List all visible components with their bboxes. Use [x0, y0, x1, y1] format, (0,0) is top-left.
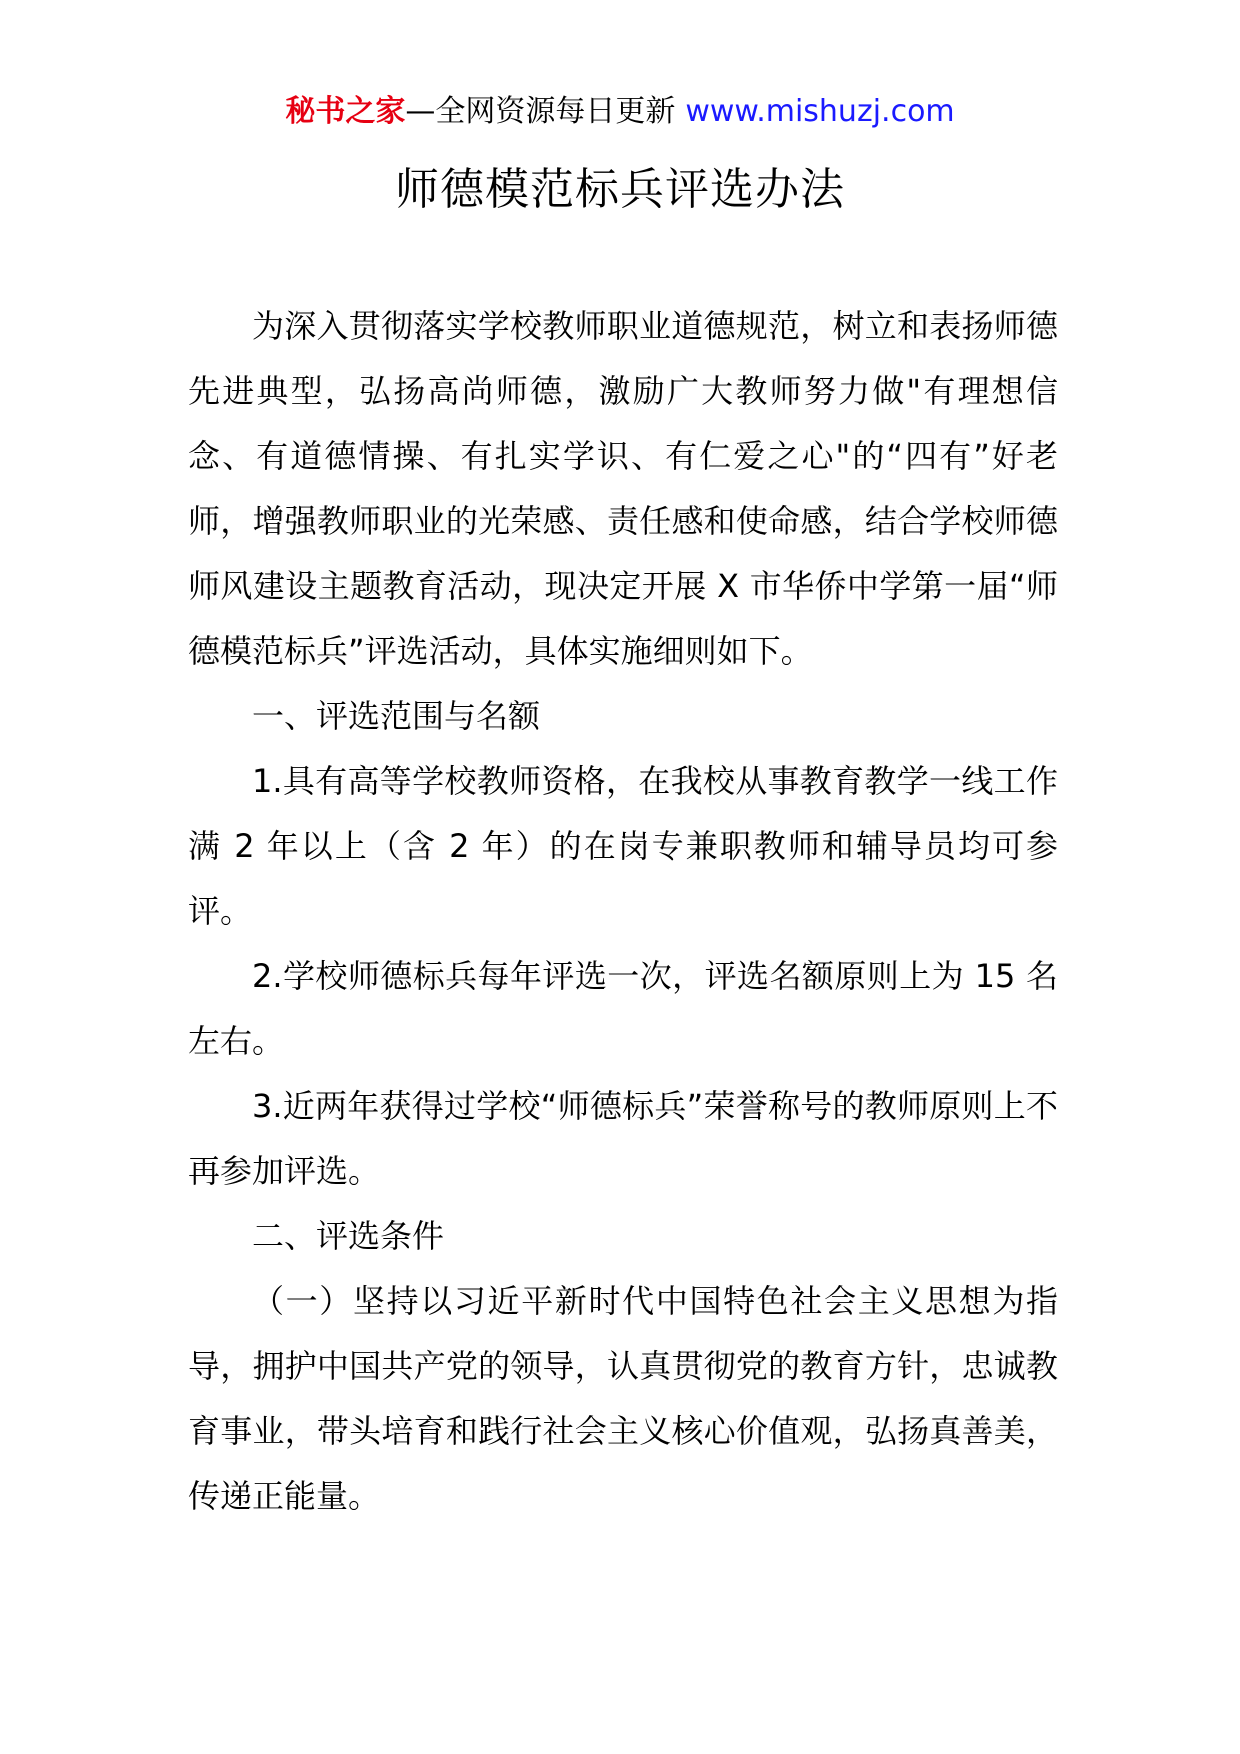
site-url-link[interactable]: www.mishuzj.com [685, 94, 955, 129]
document-title: 师德模范标兵评选办法 [395, 164, 845, 215]
brand-name: 秘书之家 [285, 94, 406, 129]
intro-paragraph: 为深入贯彻落实学校教师职业道德规范，树立和表扬师德先进典型，弘扬高尚师德，激励广大教师努力做"有理想信念、有道德情操、有扎实学识、有仁爱之心"的“四有”好老师，增强教师职业的光荣感、责任感和使命感，结合学校师德师风建设主题教育活动，现决定开展 X 市华侨中学第一届“师德模范标兵”评选活动，具体实施细则如下。 [188, 307, 1058, 670]
scope-item-1: 1.具有高等学校教师资格，在我校从事教育教学一线工作满 2 年以上（含 2 年）的在岗专兼职教师和辅导员均可参评。 [188, 762, 1058, 930]
header-tagline: —全网资源每日更新 [405, 94, 676, 129]
scope-item-2: 2.学校师德标兵每年评选一次，评选名额原则上为 15 名左右。 [188, 957, 1058, 1060]
section-heading-criteria: 二、评选条件 [252, 1217, 445, 1255]
scope-item-3: 3.近两年获得过学校“师德标兵”荣誉称号的教师原则上不再参加评选。 [188, 1087, 1058, 1190]
site-header [0, 90, 1240, 134]
document-body [188, 294, 1058, 1529]
section-heading-scope: 一、评选范围与名额 [252, 697, 541, 735]
criteria-item-1: （一）坚持以习近平新时代中国特色社会主义思想为指导，拥护中国共产党的领导，认真贯彻党的教育方针，忠诚教育事业，带头培育和践行社会主义核心价值观，弘扬真善美，传递正能量。 [188, 1282, 1058, 1515]
